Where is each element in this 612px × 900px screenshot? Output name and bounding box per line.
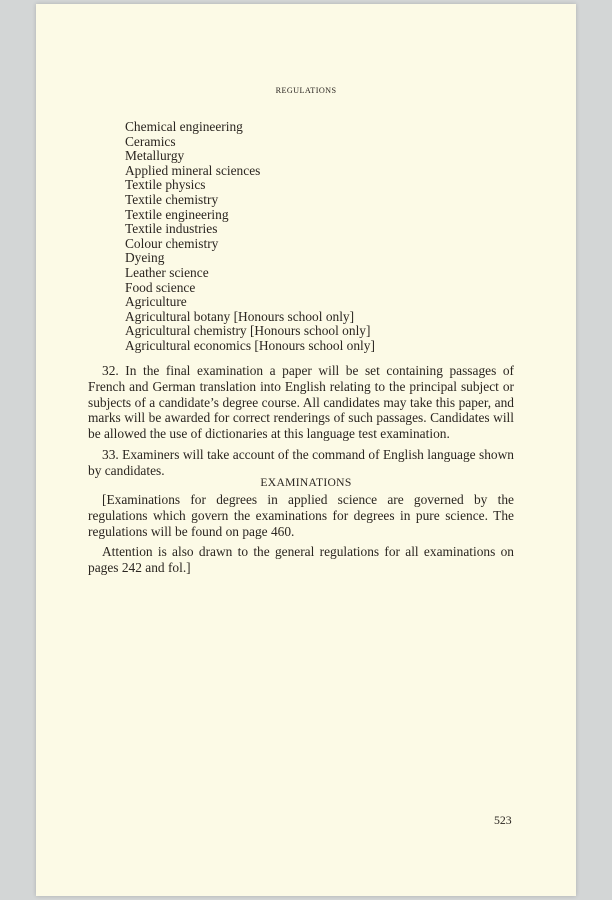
subject-item: Agricultural economics [Honours school only]	[125, 337, 375, 353]
examinations-paragraph-1: [Examinations for degrees in applied science are governed by the regulations which govern the examinations for degrees in pure science. The regulations will be found on page 460.	[88, 492, 514, 539]
subject-item: Agriculture	[125, 294, 187, 310]
subject-item: Agricultural botany [Honours school only]	[125, 308, 355, 324]
subject-item: Ceramics	[125, 133, 176, 149]
subject-item: Textile chemistry	[125, 191, 219, 207]
subject-item: Agricultural chemistry [Honours school only]	[125, 323, 371, 339]
subject-item: Textile engineering	[125, 206, 229, 222]
paragraph-33: 33. Examiners will take account of the command of English language shown by candidates.	[88, 446, 514, 478]
subject-item: Applied mineral sciences	[125, 162, 261, 178]
subject-item: Food science	[125, 279, 196, 295]
subject-list	[125, 120, 375, 354]
subject-item: Leather science	[125, 264, 209, 280]
examinations-text	[88, 492, 514, 581]
subject-item: Metallurgy	[125, 148, 185, 164]
subject-item: Colour chemistry	[125, 235, 219, 251]
subject-item: Textile physics	[125, 177, 206, 193]
regulation-paragraphs	[88, 363, 514, 484]
subject-item: Dyeing	[125, 250, 165, 266]
examinations-paragraph-2: Attention is also drawn to the general regulations for all examinations on pages 242 and fol.]	[88, 544, 514, 576]
paragraph-32: 32. In the final examination a paper will be set containing passages of French and German translation into English relating to the principal subject or subjects of a candidate’s degree course. All candidates may take this paper, and marks will be awarded for correct renderings of such passages. Candidates will be allowed the use of dictionaries at this language test examination.	[88, 363, 514, 442]
page-number: 523	[494, 813, 512, 827]
subject-item: Chemical engineering	[125, 119, 243, 134]
examinations-heading: EXAMINATIONS	[260, 476, 352, 489]
subject-item: Textile industries	[125, 221, 218, 237]
document-page	[36, 4, 576, 896]
running-head: REGULATIONS	[275, 86, 337, 95]
